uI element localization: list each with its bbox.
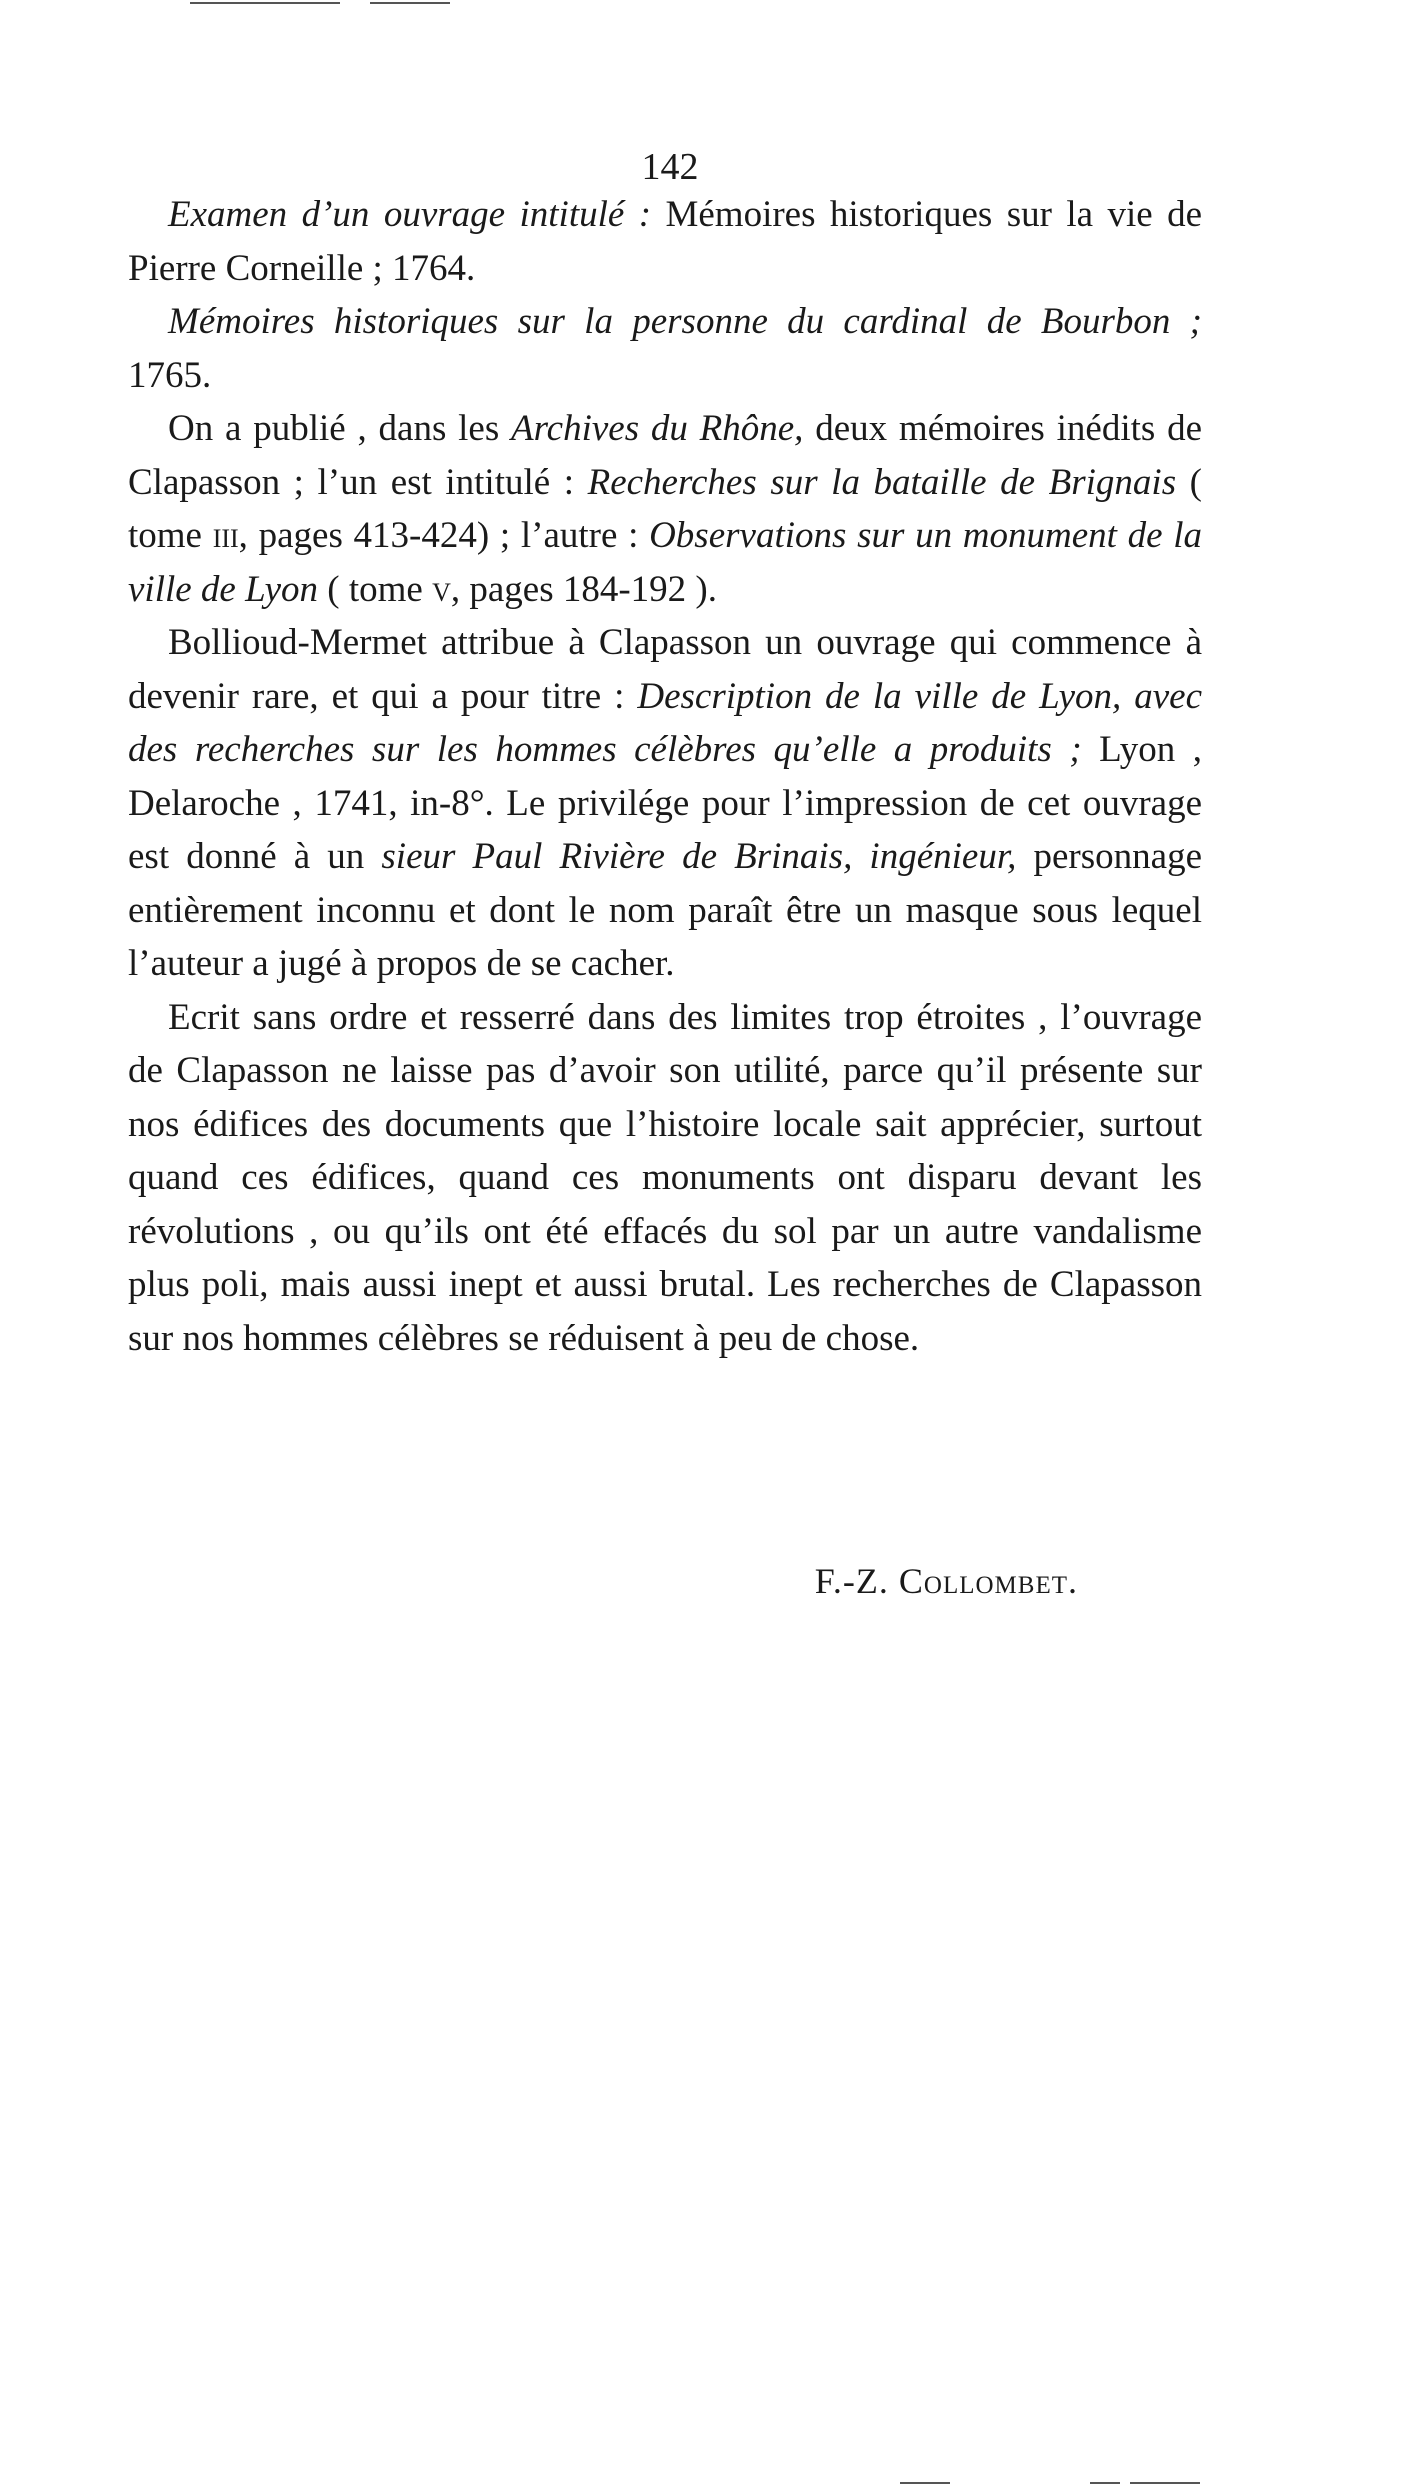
text-segment: ( tome	[128, 461, 1203, 556]
text-segment: Ecrit sans ordre et resserré dans des limites trop étroites , l’ouvrage de Clapasson ne laisse pas d’avoir son utilité, parce qu’il présente sur nos édifices des documents que l’histoire locale sait apprécier, surtout quand ces édifices, quand ces monuments ont disparu devant les révolutions , ou qu’ils ont été effacés du sol par un autre vandalisme plus poli, mais aussi inept et aussi brutal. Les recherches de Clapasson sur nos hommes célèbres se réduisent à peu de chose.	[128, 996, 1202, 1359]
bottom-rule-1	[900, 2482, 950, 2484]
signature	[0, 1560, 1078, 1602]
text-segment: Mémoires historiques sur la vie de Pierre Corneille ; 1764.	[128, 194, 1203, 289]
paragraph	[128, 402, 1202, 616]
top-rule-left	[190, 2, 340, 4]
paragraph	[128, 295, 1202, 402]
text-segment: , pages 184-192 ).	[450, 568, 717, 610]
paragraph	[128, 991, 1202, 1366]
signature-initials: F.-Z.	[814, 1561, 899, 1601]
italic-text-segment: Mémoires historiques sur la personne du cardinal de Bourbon ;	[168, 301, 1202, 342]
paragraph	[128, 616, 1202, 991]
italic-text-segment: Description de la ville de Lyon, avec des recherches sur les hommes célèbres qu’elle a produits ;	[128, 675, 1202, 770]
text-segment: Bollioud-Mermet attribue à Clapasson un ouvrage qui commence à devenir rare, et qui a pour titre :	[128, 622, 1202, 717]
italic-text-segment: Observations sur un monument de la ville de Lyon	[128, 515, 1203, 610]
text-segment: Lyon , Delaroche , 1741, in-8°. Le privilége pour l’impression de cet ouvrage est donné à un	[128, 729, 1202, 877]
italic-text-segment: sieur Paul Rivière de Brinais, ingénieur,	[381, 836, 1017, 877]
text-segment: 1765.	[128, 354, 212, 396]
italic-text-segment: Recherches sur la bataille de Brignais	[587, 461, 1177, 503]
body-text	[128, 188, 1202, 1365]
italic-text-segment: Archives du Rhône,	[511, 408, 804, 449]
bottom-rule-2	[1090, 2482, 1120, 2484]
text-segment: ( tome	[318, 568, 433, 610]
italic-text-segment: Examen d’un ouvrage intitulé :	[168, 194, 652, 235]
text-segment: , pages 413-424) ; l’autre :	[238, 515, 650, 556]
page-number: 142	[641, 146, 699, 188]
text-segment: personnage entièrement inconnu et dont le nom paraît être un masque sous lequel l’auteur a jugé à propos de se cacher.	[128, 836, 1202, 984]
signature-surname: Collombet.	[898, 1561, 1078, 1601]
text-segment: iii	[212, 515, 239, 556]
bottom-rule-3	[1130, 2482, 1200, 2484]
top-rule-right	[370, 2, 450, 4]
paragraph	[128, 188, 1202, 295]
text-segment: deux mémoires inédits de Clapasson ; l’un est intitulé :	[128, 408, 1202, 503]
text-segment: On a publié , dans les	[168, 408, 512, 449]
text-segment: v	[432, 568, 451, 610]
